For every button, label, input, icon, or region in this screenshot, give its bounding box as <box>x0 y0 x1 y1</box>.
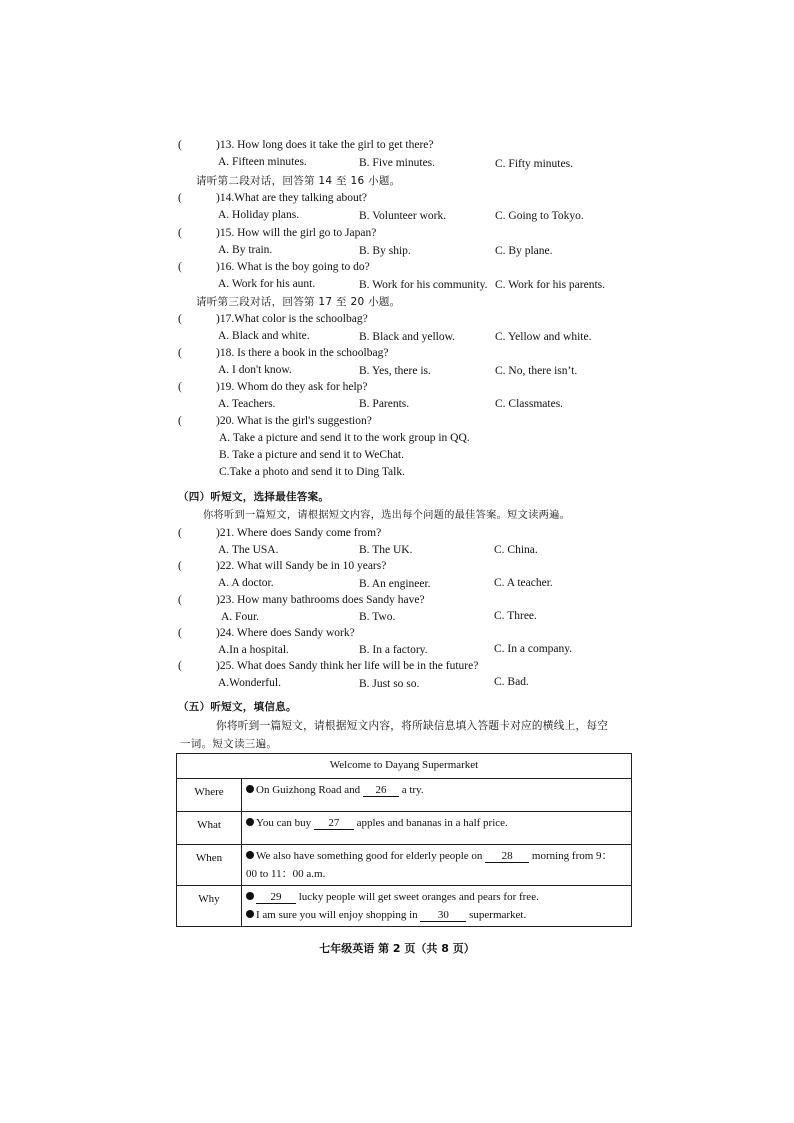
question-stem: )18. Is there a book in the schoolbag? <box>216 347 389 359</box>
answer-paren: ( <box>178 139 182 151</box>
section-5-title: （五）听短文，填信息。 <box>178 701 297 713</box>
dialogue-2-intro: 请听第二段对话，回答第 14 至 16 小题。 <box>196 175 401 187</box>
option-c: C.Take a photo and send it to Ding Talk. <box>219 466 405 478</box>
answer-paren: ( <box>178 227 182 239</box>
question-stem: )14.What are they talking about? <box>216 192 368 204</box>
answer-paren: ( <box>178 627 182 639</box>
question-stem: )19. Whom do they ask for help? <box>216 381 368 393</box>
question-18 <box>178 346 388 360</box>
answer-paren: ( <box>178 527 182 539</box>
row-label-why: Why <box>177 886 242 927</box>
option-c: C. Classmates. <box>495 398 564 410</box>
bullet-icon <box>246 892 254 900</box>
option-b: B. Two. <box>359 611 396 623</box>
answer-paren: ( <box>178 660 182 672</box>
option-a: A. Work for his aunt. <box>218 278 316 290</box>
section-4-instructions: 你将听到一篇短文，请根据短文内容，选出每个问题的最佳答案。短文读两遍。 <box>203 510 571 521</box>
question-24 <box>178 626 355 640</box>
option-b: B. Black and yellow. <box>359 331 456 343</box>
row-content-when: We also have something good for elderly people on 28 morning from 9： 00 to 11：00 a.m. <box>242 845 632 886</box>
option-b: B. An engineer. <box>359 578 431 590</box>
option-b: B. Volunteer work. <box>359 210 447 222</box>
question-stem: )21. Where does Sandy come from? <box>216 527 382 539</box>
option-b: B. Work for his community. <box>359 279 488 291</box>
row-content-what: You can buy 27 apples and bananas in a half price. <box>242 812 632 845</box>
answer-paren: ( <box>178 381 182 393</box>
option-a: A. Four. <box>221 611 260 623</box>
table-heading: Welcome to Dayang Supermarket <box>177 754 632 779</box>
answer-paren: ( <box>178 347 182 359</box>
question-22 <box>178 559 386 573</box>
question-stem: )16. What is the boy going to do? <box>216 261 370 273</box>
question-13 <box>178 138 433 152</box>
row-label-where: Where <box>177 779 242 812</box>
bullet-icon <box>246 785 254 793</box>
question-stem: )24. Where does Sandy work? <box>216 627 355 639</box>
question-16 <box>178 260 370 274</box>
blank-29: 29 <box>256 891 296 904</box>
question-stem: )17.What color is the schoolbag? <box>216 313 368 325</box>
option-a: A. Holiday plans. <box>218 209 300 221</box>
dialogue-3-intro: 请听第三段对话，回答第 17 至 20 小题。 <box>196 296 401 308</box>
supermarket-info-table <box>176 753 632 927</box>
option-c: C. A teacher. <box>494 577 553 589</box>
option-a: A. I don't know. <box>218 364 292 376</box>
option-c: C. Fifty minutes. <box>495 158 573 170</box>
answer-paren: ( <box>178 415 182 427</box>
question-stem: )13. How long does it take the girl to get there? <box>216 139 434 151</box>
question-17 <box>178 312 368 326</box>
option-b: B. Take a picture and send it to WeChat. <box>219 449 404 461</box>
blank-26: 26 <box>363 784 399 797</box>
question-20 <box>178 414 372 428</box>
section-5-instructions-line2: 一词。短文读三遍。 <box>180 738 278 750</box>
row-content-why: 29 lucky people will get sweet oranges and pears for free. I am sure you will enjoy shopping in 30 supermarket. <box>242 886 632 927</box>
section-5-instructions-line1: 你将听到一篇短文，请根据短文内容，将所缺信息填入答题卡对应的横线上，每空 <box>216 720 609 732</box>
page-footer: 七年级英语 第 2 页（共 8 页） <box>319 942 475 955</box>
option-c: C. China. <box>494 544 538 556</box>
question-21 <box>178 526 381 540</box>
answer-paren: ( <box>178 560 182 572</box>
question-stem: )20. What is the girl's suggestion? <box>216 415 372 427</box>
option-a: A. The USA. <box>218 544 279 556</box>
question-stem: )23. How many bathrooms does Sandy have? <box>216 594 425 606</box>
option-b: B. Yes, there is. <box>359 365 431 377</box>
option-a: A. Fifteen minutes. <box>218 156 307 168</box>
option-a: A. Black and white. <box>218 330 310 342</box>
option-a: A. By train. <box>218 244 273 256</box>
question-23 <box>178 593 425 607</box>
option-c: C. Three. <box>494 610 537 622</box>
bullet-icon <box>246 851 254 859</box>
option-c: C. In a company. <box>494 643 573 655</box>
option-c: C. Yellow and white. <box>495 331 592 343</box>
option-a: A. Teachers. <box>218 398 276 410</box>
option-a: A. Take a picture and send it to the work group in QQ. <box>219 432 470 444</box>
option-b: B. The UK. <box>359 544 413 556</box>
option-c: C. No, there isn’t. <box>495 365 578 377</box>
bullet-icon <box>246 910 254 918</box>
blank-27: 27 <box>314 817 354 830</box>
question-stem: )15. How will the girl go to Japan? <box>216 227 377 239</box>
section-4-title: （四）听短文，选择最佳答案。 <box>178 491 330 503</box>
option-b: B. Just so so. <box>359 678 420 690</box>
question-14 <box>178 191 367 205</box>
answer-paren: ( <box>178 192 182 204</box>
option-c: C. Work for his parents. <box>495 279 606 291</box>
answer-paren: ( <box>178 261 182 273</box>
option-a: A.In a hospital. <box>218 644 289 656</box>
option-a: A. A doctor. <box>218 577 274 589</box>
row-label-what: What <box>177 812 242 845</box>
question-19 <box>178 380 368 394</box>
option-b: B. Parents. <box>359 398 410 410</box>
blank-28: 28 <box>485 850 529 863</box>
question-15 <box>178 226 376 240</box>
option-c: C. Bad. <box>494 676 529 688</box>
bullet-icon <box>246 818 254 826</box>
answer-paren: ( <box>178 594 182 606</box>
question-stem: )25. What does Sandy think her life will be in the future? <box>216 660 479 672</box>
option-b: B. Five minutes. <box>359 157 436 169</box>
blank-30: 30 <box>420 909 466 922</box>
answer-paren: ( <box>178 313 182 325</box>
option-c: C. By plane. <box>495 245 553 257</box>
question-stem: )22. What will Sandy be in 10 years? <box>216 560 387 572</box>
option-b: B. By ship. <box>359 245 411 257</box>
option-b: B. In a factory. <box>359 644 428 656</box>
row-content-where: On Guizhong Road and 26 a try. <box>242 779 632 812</box>
question-25 <box>178 659 478 673</box>
option-c: C. Going to Tokyo. <box>495 210 584 222</box>
option-a: A.Wonderful. <box>218 677 281 689</box>
row-label-when: When <box>177 845 242 886</box>
